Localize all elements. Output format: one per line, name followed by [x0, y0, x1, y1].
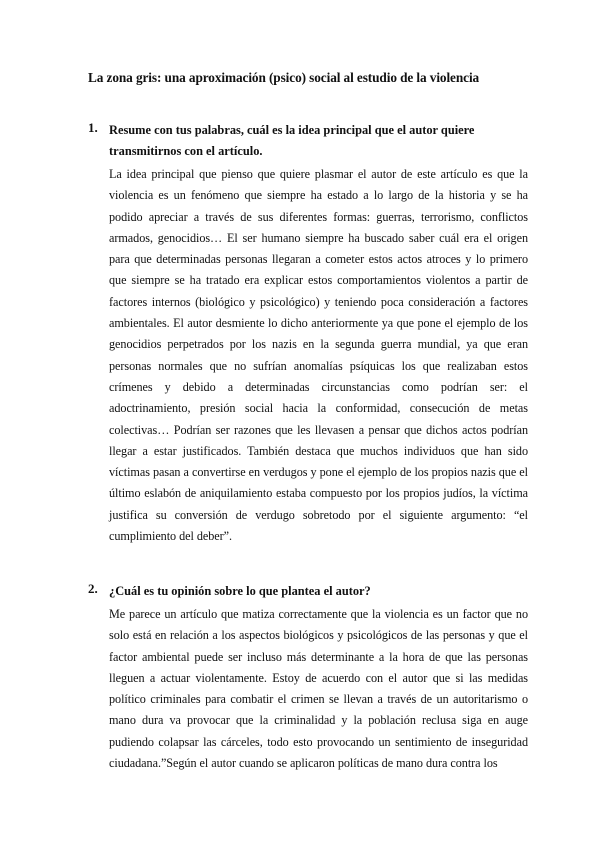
- question-heading: Resume con tus palabras, cuál es la idea principal que el autor quiere transmitirnos con el artículo.: [109, 123, 475, 158]
- document-title: La zona gris: una aproximación (psico) social al estudio de la violencia: [88, 70, 480, 85]
- question-section-2: [88, 581, 528, 774]
- answer-paragraph: Me parece un artículo que matiza correctamente que la violencia es un factor que no solo está en relación a los aspectos biológicos y psicológicos de las personas y que el factor ambiental puede ser incluso más determinante a la hora de que las personas lleguen a actuar violentamente. Estoy de acuerdo con el autor que si las medidas político criminales para combatir el crimen se llevan a través de un autoritarismo o mano dura va provocar que la criminalidad y la población reclusa siga en auge pudiendo colapsar las cárceles, todo esto provocando un sentimiento de inseguridad ciudadana.”Según el autor cuando se aplicaron políticas de mano dura contra los: [109, 607, 528, 771]
- question-heading: ¿Cuál es tu opinión sobre lo que plantea el autor?: [109, 584, 371, 598]
- answer-paragraph: La idea principal que pienso que quiere plasmar el autor de este artículo es que la violencia es un fenómeno que siempre ha estado a lo largo de la historia y se ha podido apreciar a través de sus diferentes formas: guerras, terrorismo, conflictos armados, genocidios… El ser humano siempre ha buscado saber cuál era el origen para que determinadas personas llegaran a cometer estos actos atroces y lo primero que siempre se ha tratado era explicar estos comportamientos violentos a partir de factores internos (biológico y psicológico) y teniendo poca consideración a factores ambientales. El autor desmiente lo dicho anteriormente ya que pone el ejemplo de los genocidios perpetrados por los nazis en la segunda guerra mundial, ya que eran personas normales que no sufrían anomalías psíquicas los que realizaban estos crímenes y debido a determinadas circunstancias como podrían ser: el adoctrinamiento, presión social hacia la conformidad, consecución de metas colectivas… Podrían ser razones que les llevasen a pensar que dichos actos podrían llegar a estar justificados. También destaca que muchos individuos que han sido víctimas pasan a convertirse en verdugos y pone el ejemplo de los propios nazis que el último eslabón de aniquilamiento estaba compuesto por los propios judíos, la víctima justifica su conversión de verdugo sobretodo por el siguiente argumento: “el cumplimiento del deber”.: [109, 167, 528, 544]
- question-number: 1.: [88, 120, 98, 135]
- question-number: 2.: [88, 581, 98, 596]
- question-section-1: [88, 120, 528, 547]
